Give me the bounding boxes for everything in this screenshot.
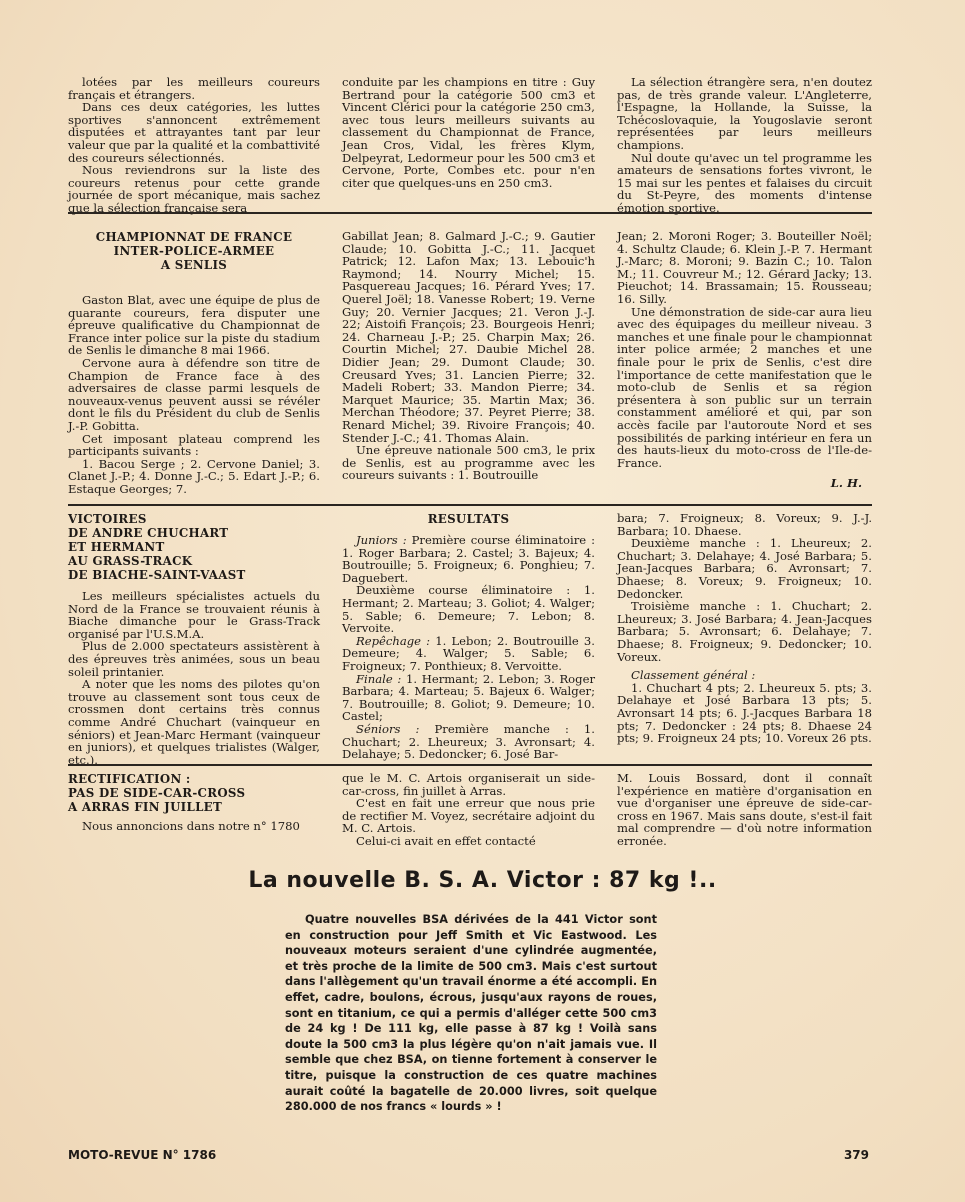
- heading-line: A ARRAS FIN JUILLET: [68, 800, 223, 814]
- paragraph: Plus de 2.000 spectateurs assistèrent à des épreuves très animées, sous un beau soleil printanier.: [68, 639, 320, 679]
- rectif-col-1: [68, 772, 328, 833]
- rule-3: [68, 764, 872, 766]
- heading-line: A SENLIS: [160, 258, 228, 272]
- rectif-col-1-text: [68, 820, 328, 833]
- paragraph: Gabillat Jean; 8. Galmard J.-C.; 9. Gautier Claude; 10. Gobitta J.-C.; 11. Jacquet Patrick; 12. Lafon Max; 13. Lebouic'h Raymond; 14. Nourry Michel; 15. Pasquereau Jacques; 16. Pérard Yves; 17. Querel Joël; 18. Vanesse Robert; 19. Verne Guy; 20. Vernier Jacques; 21. Veron J.-J. 22; Aistoifi François; 23. Bourgeois Henri; 24. Charneau J.-P.; 25. Charpin Max; 26. Courtin Michel; 27. Daubie Michel 28. Didier Jean; 29. Dumont Claude; 30. Creusard Yves; 31. Lancien Pierre; 32. Madeli Robert; 33. Mandon Pierre; 34. Marquet Maurice; 35. Martin Max; 36. Merchan Théodore; 37. Peyret Pierre; 38. Renard Michel; 39. Rivoire François; 40. Stender J.-C.; 41. Thomas Alain.: [342, 229, 595, 445]
- paragraph: Nul doute qu'avec un tel programme les amateurs de sensations fortes vivront, le 15 mai sur les pentes et falaises du circuit du St-Peyre, des moments d'intense émotion sportive.: [617, 150, 872, 215]
- result-paragraph: [617, 669, 872, 682]
- paragraph: Nous annoncions dans notre n° 1780: [82, 819, 300, 833]
- heading-line: CHAMPIONNAT DE FRANCE: [95, 230, 293, 244]
- heading-line: DE BIACHE-SAINT-VAAST: [68, 568, 246, 582]
- result-label: Classement général :: [631, 668, 756, 683]
- heading-line: RECTIFICATION :: [68, 772, 191, 786]
- result-paragraph: Deuxième manche : 1. Lheureux; 2. Chuchart; 3. Delahaye; 4. José Barbara; 5. Jean-Jacques Barbara; 6. Avronsart; 7. Dhaese; 8. Voreux; 9. Froigneux; 10. Dedoncker.: [617, 536, 872, 601]
- heading-line: ET HERMANT: [68, 540, 165, 554]
- paragraph: Une démonstration de side-car aura lieu avec des équipages du meilleur niveau. 3 manches et une finale pour le championnat inter police armée; 2 manches et une finale pour le prix de Senlis, c'est dire l'importance de cette manifestation que le moto-club de Senlis et sa région présentera à son public sur un terrain constamment amélioré et qui, par son accès facile par l'autoroute Nord et ses possibilités de parking intérieur en fera un des hauts-lieux du moto-cross de l'Ile-de-France.: [617, 304, 872, 470]
- footer-page-number: 379: [843, 1148, 869, 1162]
- top-col-2: [342, 76, 595, 189]
- rule-1: [68, 212, 872, 214]
- paragraph: 1. Bacou Serge ; 2. Cervone Daniel; 3. Clanet J.-P.; 4. Donne J.-C.; 5. Edart J.-P.; 6. Estaque Georges; 7.: [68, 456, 320, 496]
- grasstrack-col-1-text: [68, 590, 320, 766]
- results-col-2: [342, 512, 595, 761]
- top-col-1: [68, 76, 320, 215]
- heading-line: INTER-POLICE-ARMEE: [113, 244, 275, 258]
- paragraph: Nous reviendrons sur la liste des coureurs retenus pour cette grande journée de sport mécanique, mais sachez que la sélection française sera: [68, 163, 320, 215]
- senlis-signature: L. H.: [830, 476, 862, 491]
- rule-2: [68, 504, 872, 506]
- senlis-heading: [68, 230, 320, 272]
- senlis-col-1: [68, 230, 320, 496]
- paragraph: Celui-ci avait en effet contacté: [356, 833, 536, 848]
- senlis-col-1-text: [68, 294, 320, 496]
- heading-line: DE ANDRE CHUCHART: [68, 526, 229, 540]
- heading-line: AU GRASS-TRACK: [68, 554, 193, 568]
- result-label: Séniors :: [356, 721, 435, 736]
- footer-magazine: MOTO-REVUE N° 1786: [68, 1148, 217, 1162]
- result-paragraph: Deuxième course éliminatoire : 1. Hermant; 2. Marteau; 3. Goliot; 4. Walger; 5. Sable; 6. Demeure; 7. Lebon; 8. Vervoite.: [342, 583, 595, 636]
- bsa-article: Quatre nouvelles BSA dérivées de la 441 Victor sont en construction pour Jeff Smith et Vic Eastwood. Les nouveaux moteurs seraient d'une cylindrée augmentée, et très proche de la limite de 500 cm3. Mais c'est surtout dans l'allègement qu'un travail énorme a été accompli. En effet, cadre, boulons, écrous, jusqu'aux rayons de roues, sont en titanium, ce qui a permis d'alléger cette 500 cm3 de 24 kg ! De 111 kg, elle passe à 87 kg ! Voilà sans doute la 500 cm3 la plus légère qu'on n'ait jamais vue. Il semble que chez BSA, on tienne fortement à conserver le titre, puisque la construction de ces quatre machines aurait coûté la bagatelle de 20.000 livres, soit quelque 280.000 de nos francs « lourds » !: [285, 913, 657, 1114]
- paragraph: Dans ces deux catégories, les luttes sportives s'annoncent extrêmement disputées et attrayantes tant par leur valeur que par la qualité et la combattivité des coureurs sélectionnés.: [68, 100, 320, 165]
- paragraph: Cet imposant plateau comprend les participants suivants :: [68, 431, 320, 459]
- paragraph: Gaston Blat, avec une équipe de plus de quarante coureurs, fera disputer une épreuve qualificative du Championnat de France inter police sur la piste du stadium de Senlis le dimanche 8 mai 1966.: [68, 293, 320, 358]
- rectif-col-2: [342, 772, 595, 848]
- grasstrack-col-1: [68, 512, 320, 766]
- paragraph: lotées par les meilleurs coureurs français et étrangers.: [68, 75, 320, 102]
- result-label: Finale :: [356, 671, 406, 686]
- paragraph: Jean; 2. Moroni Roger; 3. Bouteiller Noël; 4. Schultz Claude; 6. Klein J.-P. 7. Hermant J.-Marc; 8. Moroni; 9. Bazin C.; 10. Talon M.; 11. Couvreur M.; 12. Gérard Jacky; 13. Pieuchot; 14. Brassamain; 15. Rousseau; 16. Silly.: [617, 229, 872, 306]
- paragraph: Une épreuve nationale 500 cm3, le prix de Senlis, est au programme avec les coureurs suivants : 1. Boutrouille: [342, 443, 595, 483]
- senlis-col-3: [617, 230, 872, 490]
- senlis-col-2: [342, 230, 595, 482]
- result-paragraph: Repêchage : 1. Lebon; 2. Boutrouille 3. Demeure; 4. Walger; 5. Sable; 6. Froigneux; 7. Ponthieux; 8. Vervoitte.: [342, 633, 595, 673]
- results-col-2-text: [342, 534, 595, 761]
- heading-line: VICTOIRES: [68, 512, 147, 526]
- result-paragraph: Finale : 1. Hermant; 2. Lebon; 3. Roger Barbara; 4. Marteau; 5. Bajeux 6. Walger; 7. Boutrouille; 8. Goliot; 9. Demeure; 10. Castel;: [342, 671, 595, 724]
- grasstrack-heading: [68, 512, 320, 582]
- paragraph: Les meilleurs spécialistes actuels du Nord de la France se trouvaient réunis à Biache dimanche pour le Grass-Track organisé par l'U.S.M.A.: [68, 589, 320, 641]
- paragraph: que le M. C. Artois organiserait un side-car-cross, fin juillet à Arras.: [342, 771, 595, 798]
- result-paragraph: Séniors : Première manche : 1. Chuchart; 2. Lheureux; 3. Avronsart; 4. Delahaye; 5. Dedoncker; 6. José Bar-: [342, 721, 595, 762]
- paragraph: A noter que les noms des pilotes qu'on trouve au classement sont tous ceux de crossmen dont certains très connus comme André Chuchart (vainqueur en séniors) et Jean-Marc Hermant (vainqueur en juniors), et quelques trialistes (Walger, etc.).: [68, 677, 320, 767]
- paragraph: La sélection étrangère sera, n'en doutez pas, de très grande valeur. L'Angleterre, l'Espagne, la Hollande, la Suisse, la Tchécoslovaquie, la Yougoslavie seront représentées par leurs meilleurs champions.: [617, 75, 872, 152]
- rectif-heading: [68, 772, 328, 814]
- result-paragraph: Juniors : Première course éliminatoire : 1. Roger Barbara; 2. Castel; 3. Bajeux; 4. Boutrouille; 5. Froigneux; 6. Ponghieu; 7. Daguebert.: [342, 533, 595, 585]
- result-paragraph: Troisième manche : 1. Chuchart; 2. Lheureux; 3. José Barbara; 4. Jean-Jacques Barbara; 5. Avronsart; 6. Delahaye; 7. Dhaese; 8. Froigneux; 9. Dedoncker; 10. Voreux.: [617, 599, 872, 664]
- result-paragraph: 1. Chuchart 4 pts; 2. Lheureux 5. pts; 3. Delahaye et José Barbara 13 pts; 5. Avronsart 14 pts; 6. J.-Jacques Barbara 18 pts; 7. Dedoncker : 24 pts; 8. Dhaese 24 pts; 9. Froigneux 24 pts; 10. Voreux 26 pts.: [617, 680, 872, 746]
- heading-line: PAS DE SIDE-CAR-CROSS: [68, 786, 246, 800]
- paragraph: Cervone aura à défendre son titre de Champion de France face à des adversaires de classe parmi lesquels de nouveaux-venus peuvent aussi se révéler dont le fils du Président du club de Senlis J.-P. Gobitta.: [68, 355, 320, 433]
- results-heading: RESULTATS: [427, 512, 510, 526]
- paragraph: M. Louis Bossard, dont il connaît l'expérience en matière d'organisation en vue d'organiser une épreuve de side-car-cross en 1967. Mais sans doute, s'est-il fait mal comprendre — d'où notre information erronée.: [617, 771, 872, 848]
- result-label: Juniors :: [356, 533, 412, 547]
- bsa-title: La nouvelle B. S. A. Victor : 87 kg !..: [248, 868, 717, 893]
- result-paragraph: bara; 7. Froigneux; 8. Voreux; 9. J.-J. Barbara; 10. Dhaese.: [617, 511, 872, 538]
- top-col-3: [617, 76, 872, 215]
- result-label: Repêchage :: [356, 633, 436, 648]
- rectif-col-3: [617, 772, 872, 848]
- paragraph: C'est en fait une erreur que nous prie de rectifier M. Voyez, secrétaire adjoint du M. C. Artois.: [342, 796, 595, 836]
- paragraph: conduite par les champions en titre : Guy Bertrand pour la catégorie 500 cm3 et Vincent Clérici pour la catégorie 250 cm3, avec tous leurs meilleurs suivants au classement du Championnat de France, Jean Cros, Vidal, les frères Klym, Delpeyrat, Ledormeur pour les 500 cm3 et Cervone, Porte, Combes etc. pour n'en citer que quelques-uns en 250 cm3.: [342, 75, 595, 190]
- senlis-col-3-text: [617, 230, 872, 469]
- results-col-3: [617, 512, 872, 745]
